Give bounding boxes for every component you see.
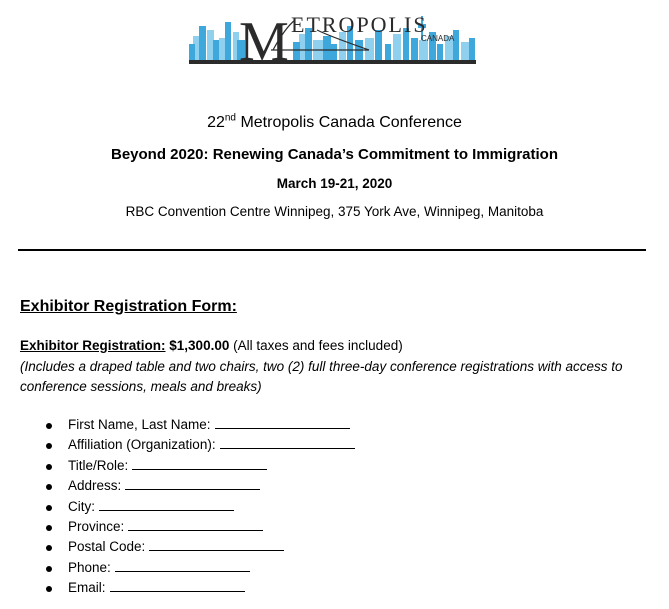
field-affiliation [40, 435, 355, 455]
bullet-icon [46, 545, 52, 551]
conference-title [0, 114, 669, 132]
field-label: Address: [68, 478, 122, 494]
bullet-icon [46, 505, 52, 511]
affiliation-input-line[interactable] [220, 435, 355, 449]
phone-input-line[interactable] [115, 558, 250, 572]
field-label: Affiliation (Organization): [68, 437, 216, 453]
field-label: Email: [68, 580, 106, 596]
field-label: Title/Role: [68, 457, 129, 473]
conference-dates: March 19-21, 2020 [276, 176, 393, 191]
bullet-icon [46, 566, 52, 572]
bullet-icon [46, 443, 52, 449]
field-name [40, 415, 355, 435]
bullet-icon [46, 586, 52, 592]
email-input-line[interactable] [110, 578, 245, 592]
field-label: Postal Code: [68, 539, 146, 555]
conference-number: 22 [207, 114, 225, 131]
registration-label: Exhibitor Registration: [20, 338, 166, 353]
registration-line [20, 338, 403, 353]
field-label: Province: [68, 518, 125, 534]
field-phone [40, 558, 355, 578]
title-role-input-line[interactable] [132, 456, 267, 470]
field-province [40, 517, 355, 537]
metropolis-canada-logo [189, 10, 476, 64]
registration-details: (Includes a draped table and two chairs, two (2) full three-day conference registrations with access to conference sessions, meals and breaks) [20, 359, 623, 394]
city-skyline-icon [189, 10, 476, 64]
province-input-line[interactable] [128, 517, 263, 531]
logo-m-letter: M [239, 11, 289, 64]
name-input-line[interactable] [215, 415, 350, 429]
registration-field-list [40, 415, 355, 599]
logo-sub-wordmark: CANADA [421, 34, 455, 43]
bullet-icon [46, 464, 52, 470]
horizontal-divider [18, 249, 646, 251]
field-email [40, 578, 355, 598]
bullet-icon [46, 423, 52, 429]
logo-wordmark: ETROPOLIS [291, 12, 428, 37]
form-heading: Exhibitor Registration Form: [20, 298, 237, 315]
field-address [40, 476, 355, 496]
registration-tax-note: (All taxes and fees included) [233, 338, 403, 353]
field-label: City: [68, 498, 95, 514]
registration-price: $1,300.00 [169, 338, 230, 353]
field-city [40, 497, 355, 517]
city-input-line[interactable] [99, 497, 234, 511]
address-input-line[interactable] [125, 476, 260, 490]
postal-code-input-line[interactable] [149, 537, 284, 551]
field-label: First Name, Last Name: [68, 417, 211, 432]
conference-venue: RBC Convention Centre Winnipeg, 375 York Ave, Winnipeg, Manitoba [125, 204, 544, 219]
field-postal-code [40, 537, 355, 557]
field-title-role [40, 456, 355, 476]
field-label: Phone: [68, 559, 111, 575]
conference-number-suffix: nd [224, 112, 236, 124]
bullet-icon [46, 484, 52, 490]
conference-name: Metropolis Canada Conference [236, 114, 462, 131]
bullet-icon [46, 525, 52, 531]
conference-theme: Beyond 2020: Renewing Canada’s Commitment to Immigration [110, 146, 559, 163]
